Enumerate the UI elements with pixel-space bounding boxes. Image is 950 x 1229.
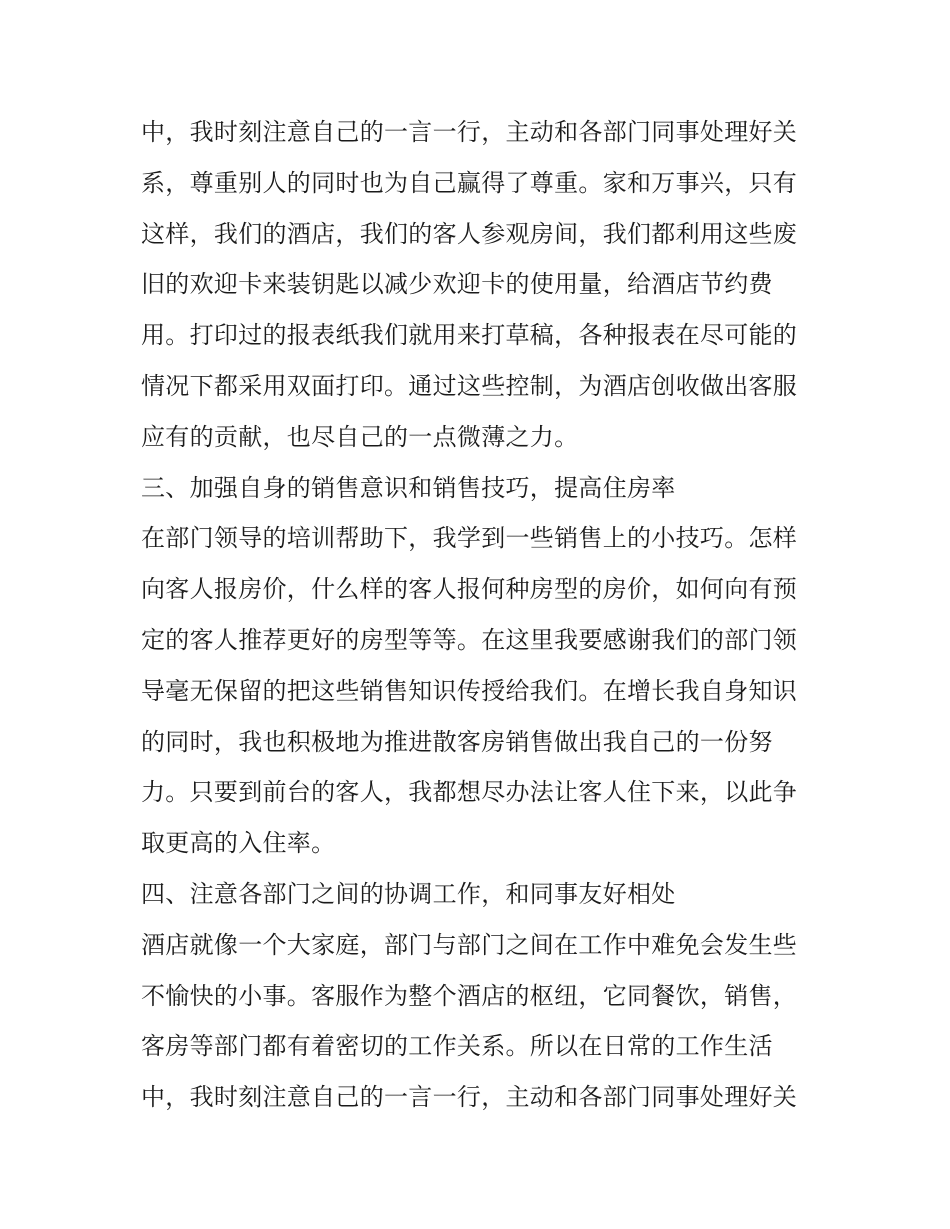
paragraph-line: 的同时，我也积极地为推进散客房销售做出我自己的一份努 <box>141 727 773 756</box>
paragraph-line: 向客人报房价，什么样的客人报何种房型的房价，如何向有预 <box>141 575 798 604</box>
section-heading: 四、注意各部门之间的协调工作，和同事友好相处 <box>141 879 676 908</box>
paragraph-line: 取更高的入住率。 <box>141 829 336 858</box>
paragraph-line: 情况下都采用双面打印。通过这些控制，为酒店创收做出客服 <box>141 371 798 400</box>
paragraph-line: 系，尊重别人的同时也为自己赢得了尊重。家和万事兴，只有 <box>141 168 798 197</box>
paragraph-line: 定的客人推荐更好的房型等等。在这里我要感谢我们的部门领 <box>141 625 798 654</box>
paragraph-line: 导毫无保留的把这些销售知识传授给我们。在增长我自身知识 <box>141 676 798 705</box>
paragraph-line: 旧的欢迎卡来装钥匙以减少欢迎卡的使用量，给酒店节约费 <box>141 270 773 299</box>
section-heading: 三、加强自身的销售意识和销售技巧，提高住房率 <box>141 473 676 502</box>
paragraph-line: 不愉快的小事。客服作为整个酒店的枢纽，它同餐饮，销售， <box>141 981 798 1010</box>
paragraph-line: 中，我时刻注意自己的一言一行，主动和各部门同事处理好关 <box>141 1083 798 1112</box>
paragraph-line: 在部门领导的培训帮助下，我学到一些销售上的小技巧。怎样 <box>141 524 798 553</box>
paragraph-line: 酒店就像一个大家庭，部门与部门之间在工作中难免会发生些 <box>141 930 798 959</box>
paragraph-line: 力。只要到前台的客人，我都想尽办法让客人住下来，以此争 <box>141 778 798 807</box>
paragraph-line: 中，我时刻注意自己的一言一行，主动和各部门同事处理好关 <box>141 118 798 146</box>
paragraph-line: 应有的贡献，也尽自己的一点微薄之力。 <box>141 422 579 451</box>
paragraph-line: 客房等部门都有着密切的工作关系。所以在日常的工作生活 <box>141 1032 773 1061</box>
document-body <box>141 107 821 1123</box>
paragraph-line: 用。打印过的报表纸我们就用来打草稿，各种报表在尽可能的 <box>141 321 798 350</box>
paragraph-line: 这样，我们的酒店，我们的客人参观房间，我们都利用这些废 <box>141 219 798 248</box>
